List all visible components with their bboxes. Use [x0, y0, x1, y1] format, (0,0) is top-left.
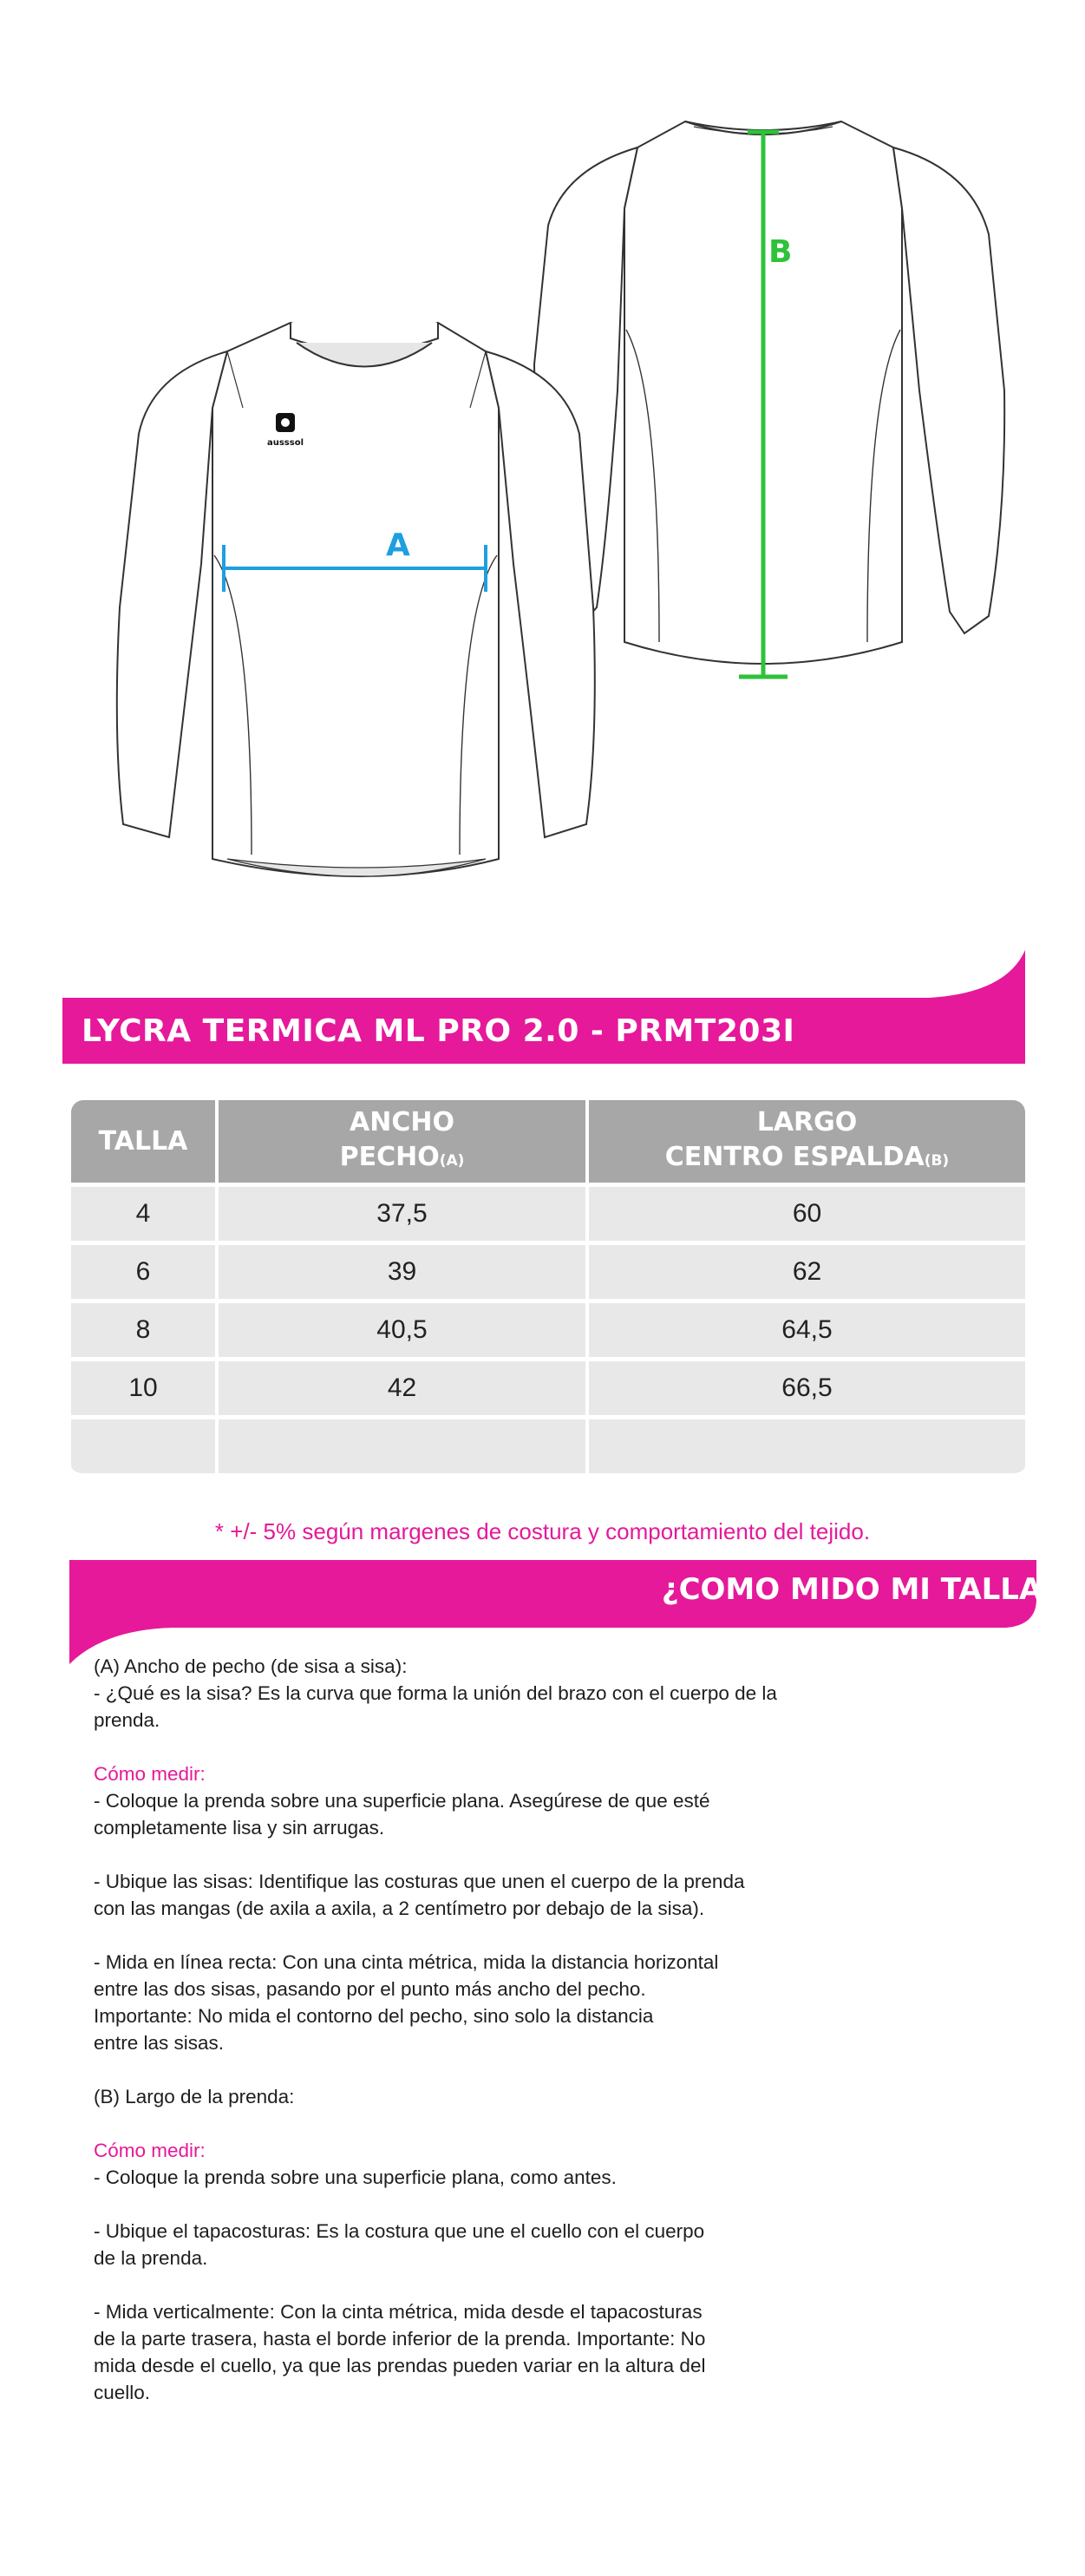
product-title-bar — [62, 998, 1025, 1064]
cell-talla: 8 — [71, 1303, 219, 1361]
measure-a-label: A — [386, 528, 410, 563]
tolerance-note: * +/- 5% según margenes de costura y comportamiento del tejido. — [214, 1518, 871, 1544]
cell-largo: 62 — [589, 1245, 1025, 1303]
cell-talla: 4 — [71, 1187, 219, 1245]
cell-talla — [71, 1419, 219, 1478]
table-row — [71, 1419, 1025, 1478]
cell-ancho: 40,5 — [219, 1303, 589, 1361]
cell-largo: 60 — [589, 1187, 1025, 1245]
table-row — [71, 1361, 1025, 1419]
table-header-row — [71, 1100, 1025, 1187]
step-b3: - Mida verticalmente: Con la cinta métrica, mida desde el tapacosturas de la parte trasera, hasta el borde inferior de la prenda. Importante: No mida desde el cuello, ya que las prendas pueden variar en la altura del cuello. — [94, 2301, 706, 2403]
cell-talla: 10 — [71, 1361, 219, 1419]
shirt-front — [117, 323, 595, 876]
header-largo: LARGO CENTRO ESPALDA(B) — [589, 1100, 1025, 1187]
step-b1: Cómo medir: - Coloque la prenda sobre una superficie plana, como antes. — [94, 2140, 617, 2188]
cell-ancho — [219, 1419, 589, 1478]
table-row — [71, 1187, 1025, 1245]
measure-b-label: B — [768, 234, 793, 270]
cell-largo — [589, 1419, 1025, 1478]
step-b2: - Ubique el tapacosturas: Es la costura que une el cuello con el cuerpo de la prenda. — [94, 2220, 705, 2269]
product-title: LYCRA TERMICA ML PRO 2.0 - PRMT203I — [82, 1013, 795, 1049]
cell-talla: 6 — [71, 1245, 219, 1303]
cell-largo: 66,5 — [589, 1361, 1025, 1419]
garment-illustration — [0, 0, 1085, 937]
table-row — [71, 1245, 1025, 1303]
cell-ancho: 37,5 — [219, 1187, 589, 1245]
brand-logo-text: ausssol — [266, 438, 304, 448]
section-a: (A) Ancho de pecho (de sisa a sisa): - ¿Qué es la sisa? Es la curva que forma la unión del brazo con el cuerpo de la prenda. — [94, 1655, 777, 1731]
shirt-back — [534, 121, 1004, 664]
cell-ancho: 42 — [219, 1361, 589, 1419]
how-to-measure-title: ¿COMO MIDO MI TALLA? — [661, 1572, 1059, 1607]
cell-ancho: 39 — [219, 1245, 589, 1303]
cell-largo: 64,5 — [589, 1303, 1025, 1361]
size-table — [71, 1100, 1025, 1478]
step-a1: Cómo medir: - Coloque la prenda sobre una superficie plana. Asegúrese de que esté completamente lisa y sin arrugas. — [94, 1763, 710, 1839]
table-row — [71, 1303, 1025, 1361]
instructions-text — [94, 1653, 874, 2433]
header-ancho: ANCHO PECHO(A) — [219, 1100, 589, 1187]
step-a2: - Ubique las sisas: Identifique las costuras que unen el cuerpo de la prenda con las mangas (de axila a axila, a 2 centímetro por debajo de la sisa). — [94, 1871, 745, 1919]
como-medir-label: Cómo medir: — [94, 2140, 206, 2161]
como-medir-label: Cómo medir: — [94, 1763, 206, 1785]
step-a3: - Mida en línea recta: Con una cinta métrica, mida la distancia horizontal entre las dos sisas, pasando por el punto más ancho del pecho. Importante: No mida el contorno del pecho, sino solo la distancia entre las sisas. — [94, 1951, 719, 2054]
section-b: (B) Largo de la prenda: — [94, 2086, 295, 2107]
header-talla: TALLA — [71, 1100, 219, 1187]
